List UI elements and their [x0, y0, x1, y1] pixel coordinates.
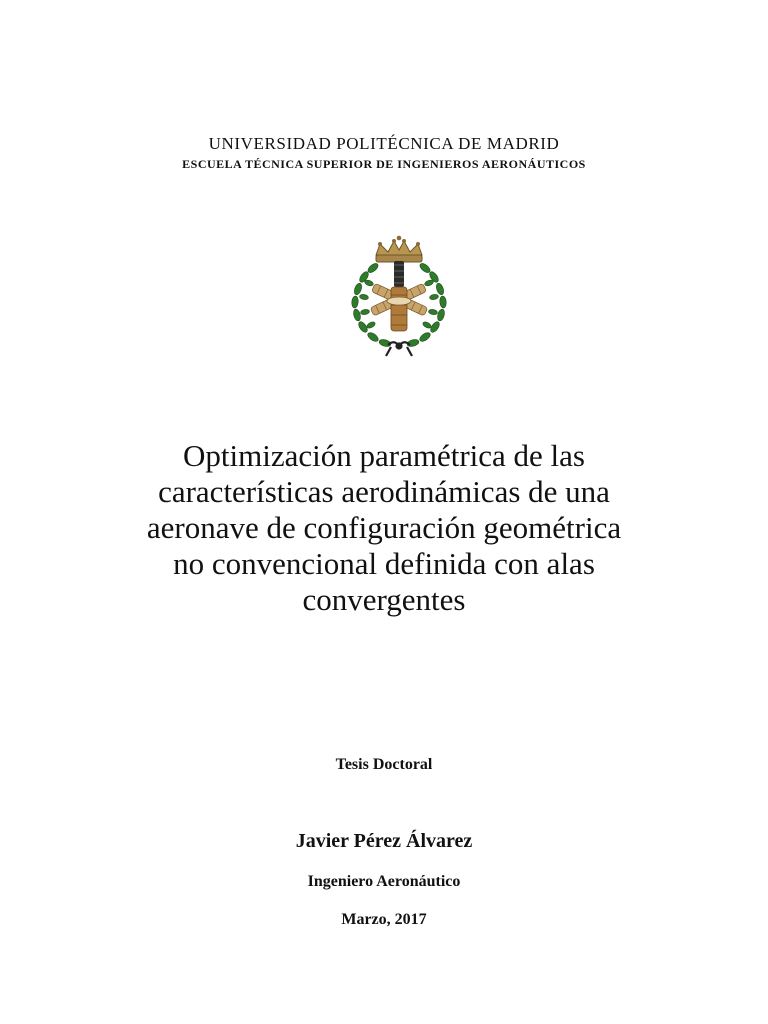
title-line: características aerodinámicas de una	[158, 474, 610, 509]
university-crest-icon	[336, 235, 462, 361]
title-line: Optimización paramétrica de las	[183, 438, 585, 473]
title-line: aeronave de configuración geométrica	[146, 510, 622, 545]
school-name: ESCUELA TÉCNICA SUPERIOR DE INGENIEROS AERONÁUTICOS	[182, 157, 586, 171]
author-degree: Ingeniero Aeronáutico	[307, 873, 461, 890]
author-name: Javier Pérez Álvarez	[295, 830, 473, 852]
thesis-type: Tesis Doctoral	[335, 756, 433, 773]
ribbon-icon	[386, 342, 412, 356]
title-line: convergentes	[302, 582, 466, 617]
title-line: no convencional definida con alas	[173, 546, 595, 581]
crown-icon	[376, 236, 422, 262]
fasces-icon	[370, 261, 428, 331]
publication-date: Marzo, 2017	[341, 911, 427, 928]
university-name: UNIVERSIDAD POLITÉCNICA DE MADRID	[208, 134, 560, 153]
thesis-title	[84, 438, 684, 618]
